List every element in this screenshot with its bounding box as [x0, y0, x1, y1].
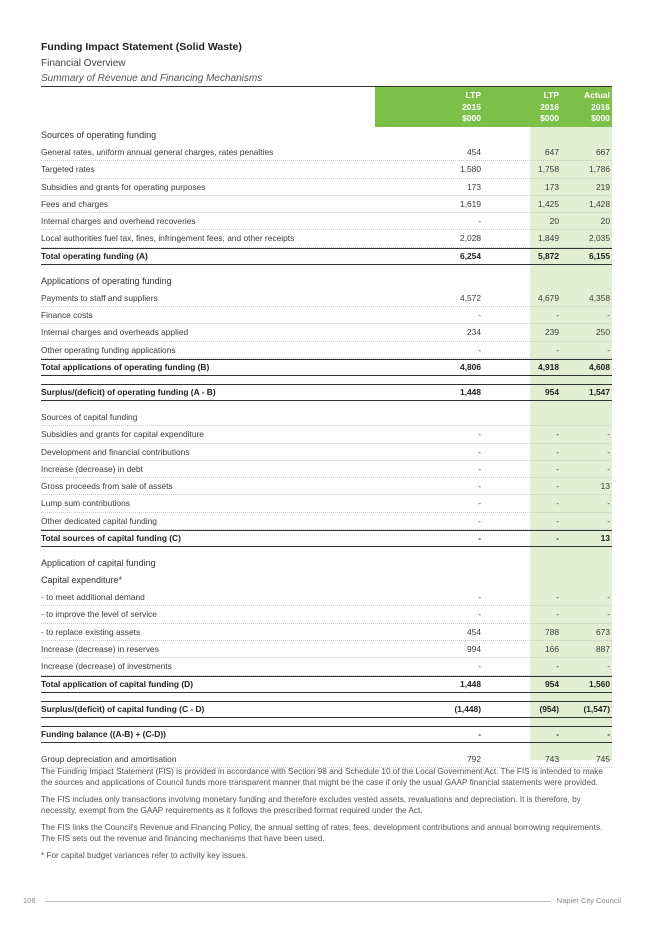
- actual-2016-value: 667: [596, 147, 610, 157]
- actual-2016-value: 20: [600, 216, 610, 227]
- actual-2016-value: -: [607, 515, 610, 526]
- row-label: Sources of capital funding: [41, 411, 138, 422]
- spacer-row: [41, 693, 612, 701]
- row-label: Internal charges and overhead recoveries: [41, 216, 196, 227]
- note-paragraph: The FIS includes only transactions involving monetary funding and therefore excludes vested assets, revaluations and depreciation. It is therefore, by necessity, exempt from the GAAP requirements as it follows the prescribed format required under the Act.: [41, 795, 581, 815]
- ltp-2016-value: -: [556, 609, 559, 620]
- row-label: Other operating funding applications: [41, 344, 176, 355]
- table-row: [41, 144, 612, 161]
- actual-2016-value: 673: [596, 626, 610, 637]
- ltp-2015-value: -: [478, 533, 481, 544]
- ltp-2016-value: -: [556, 661, 559, 672]
- ltp-2015-value: (1,448): [454, 703, 481, 714]
- row-label: - to meet additional demand: [41, 592, 145, 603]
- ltp-2015-value: -: [478, 481, 481, 492]
- ltp-2016-value: -: [556, 592, 559, 603]
- section-row: [41, 273, 612, 290]
- ltp-2016-value: 173: [545, 181, 559, 192]
- ltp-2015-value: 454: [467, 626, 481, 637]
- row-label: Funding balance ((A-B) + (C-D)): [41, 728, 166, 739]
- ltp-2015-value: -: [478, 515, 481, 526]
- actual-2016-value: 13: [600, 533, 610, 544]
- table-row: [41, 290, 612, 307]
- actual-2016-value: 1,547: [589, 386, 610, 397]
- row-label: Internal charges and overheads applied: [41, 327, 189, 338]
- ltp-2016-value: -: [556, 446, 559, 457]
- total-row: [41, 384, 612, 401]
- ltp-2016-value: 4,918: [538, 361, 559, 372]
- column-header-actual-2016: Actual 2016 $000: [584, 90, 610, 123]
- ltp-2016-value: 5,872: [538, 250, 559, 261]
- ltp-2015-value: 994: [467, 643, 481, 654]
- ltp-2015-value: 234: [467, 327, 481, 338]
- ltp-2015-value: -: [478, 216, 481, 227]
- table-row: [41, 426, 612, 443]
- row-label: Finance costs: [41, 310, 93, 321]
- footer-rule: [45, 901, 551, 902]
- ltp-2015-value: -: [478, 498, 481, 509]
- ltp-2016-value: 20: [549, 216, 559, 227]
- section-row: [41, 127, 612, 144]
- ltp-2016-value: 4,679: [538, 292, 559, 303]
- spacer-row: [41, 265, 612, 273]
- actual-2016-value: 1,560: [589, 678, 610, 689]
- ltp-2016-value: -: [556, 310, 559, 321]
- table-row: [41, 213, 612, 230]
- actual-2016-value: 219: [596, 181, 610, 192]
- ltp-2016-value: 954: [545, 678, 559, 689]
- spacer-row: [41, 743, 612, 751]
- table-row: [41, 230, 612, 247]
- ltp-2016-value: -: [556, 344, 559, 355]
- total-row: [41, 530, 612, 547]
- table-header: [41, 86, 612, 127]
- total-row: [41, 676, 612, 693]
- row-label: Total sources of capital funding (C): [41, 533, 181, 544]
- row-label: Increase (decrease) in reserves: [41, 643, 159, 654]
- row-label: Subsidies and grants for capital expenditure: [41, 429, 204, 440]
- actual-2016-value: 745: [596, 753, 610, 764]
- table-row: [41, 461, 612, 478]
- ltp-2015-value: 1,619: [460, 198, 481, 209]
- actual-2016-value: -: [607, 592, 610, 603]
- row-label: Subsidies and grants for operating purposes: [41, 181, 206, 192]
- actual-2016-value: 887: [596, 643, 610, 654]
- column-header-ltp-2015: LTP 2015 $000: [462, 90, 481, 123]
- row-label: Total application of capital funding (D): [41, 678, 193, 689]
- spacer-row: [41, 376, 612, 384]
- actual-2016-value: -: [607, 446, 610, 457]
- row-label: Increase (decrease) in debt: [41, 463, 143, 474]
- table-row: [41, 196, 612, 213]
- row-label: - to improve the level of service: [41, 609, 157, 620]
- ltp-2015-value: 6,254: [460, 250, 481, 261]
- ltp-2015-value: -: [478, 463, 481, 474]
- table-row: [41, 324, 612, 341]
- section-row: [41, 555, 612, 572]
- ltp-2016-value: 954: [545, 386, 559, 397]
- note-paragraph: The Funding Impact Statement (FIS) is provided in accordance with Section 98 and Schedule 10 of the Local Government Act. The FIS is intended to make the sources and applications of Council funds more transparent manner that might be the case if only the usual GAAP financial statements were provided.: [41, 767, 603, 787]
- section-row: [41, 572, 612, 589]
- row-label: Targeted rates: [41, 164, 95, 175]
- table-row: [41, 444, 612, 461]
- ltp-2015-value: 2,028: [460, 233, 481, 244]
- actual-2016-value: -: [607, 609, 610, 620]
- table-row: [41, 641, 612, 658]
- ltp-2016-value: 743: [545, 753, 559, 764]
- total-row: [41, 726, 612, 743]
- table-row: [41, 606, 612, 623]
- row-label: Development and financial contributions: [41, 446, 190, 457]
- table-row: [41, 658, 612, 675]
- row-label: - to replace existing assets: [41, 626, 141, 637]
- ltp-2015-value: -: [478, 592, 481, 603]
- row-label: Capital expenditure*: [41, 575, 123, 586]
- actual-2016-value: 250: [596, 327, 610, 338]
- actual-2016-value: 4,608: [589, 361, 610, 372]
- total-row: [41, 248, 612, 265]
- actual-2016-value: -: [607, 728, 610, 739]
- ltp-2016-value: 647: [545, 147, 559, 157]
- table-row: [41, 307, 612, 324]
- ltp-2016-value: 1,849: [538, 233, 559, 244]
- ltp-2015-value: -: [478, 429, 481, 440]
- ltp-2016-value: 239: [545, 327, 559, 338]
- ltp-2015-value: 454: [467, 147, 481, 157]
- table-row: [41, 589, 612, 606]
- table-row: [41, 342, 612, 359]
- actual-2016-value: 13: [600, 481, 610, 492]
- ltp-2016-value: 1,425: [538, 198, 559, 209]
- row-label: Lump sum contributions: [41, 498, 130, 509]
- page-number: 106: [23, 896, 36, 905]
- page-footer: [23, 894, 621, 908]
- ltp-2015-value: -: [478, 609, 481, 620]
- row-label: General rates, uniform annual general charges, rates penalties: [41, 147, 274, 157]
- column-header-ltp-2016: LTP 2016 $000: [540, 90, 559, 123]
- table-row: [41, 624, 612, 641]
- actual-2016-value: -: [607, 429, 610, 440]
- ltp-2016-value: -: [556, 463, 559, 474]
- ltp-2015-value: 4,572: [460, 292, 481, 303]
- ltp-2015-value: 173: [467, 181, 481, 192]
- section-heading: Summary of Revenue and Financing Mechanisms: [41, 73, 263, 84]
- ltp-2015-value: 4,806: [460, 361, 481, 372]
- spacer-row: [41, 547, 612, 555]
- actual-2016-value: 6,155: [589, 250, 610, 261]
- table-row: [41, 513, 612, 530]
- table-row: [41, 495, 612, 512]
- ltp-2016-value: -: [556, 481, 559, 492]
- spacer-row: [41, 718, 612, 726]
- actual-2016-value: 2,035: [589, 233, 610, 244]
- table-row: [41, 478, 612, 495]
- row-label: Gross proceeds from sale of assets: [41, 481, 173, 492]
- actual-2016-value: -: [607, 344, 610, 355]
- row-label: Applications of operating funding: [41, 275, 172, 286]
- actual-2016-value: -: [607, 661, 610, 672]
- ltp-2016-value: -: [556, 515, 559, 526]
- row-label: Application of capital funding: [41, 558, 156, 569]
- row-label: Surplus/(deficit) of capital funding (C - D): [41, 703, 205, 714]
- note-paragraph: * For capital budget variances refer to activity key issues.: [41, 851, 248, 860]
- row-label: Group depreciation and amortisation: [41, 753, 177, 764]
- ltp-2015-value: 792: [467, 753, 481, 764]
- row-label: Surplus/(deficit) of operating funding (A - B): [41, 386, 216, 397]
- actual-2016-value: 1,428: [589, 198, 610, 209]
- row-label: Total operating funding (A): [41, 250, 148, 261]
- ltp-2016-value: (954): [539, 703, 559, 714]
- ltp-2016-value: -: [556, 429, 559, 440]
- ltp-2016-value: -: [556, 498, 559, 509]
- actual-2016-value: 4,358: [589, 292, 610, 303]
- row-label: Local authorities fuel tax, fines, infringement fees, and other receipts: [41, 233, 295, 244]
- table-row: [41, 409, 612, 426]
- actual-2016-value: (1,547): [583, 703, 610, 714]
- ltp-2015-value: -: [478, 446, 481, 457]
- ltp-2015-value: -: [478, 344, 481, 355]
- ltp-2015-value: 1,448: [460, 386, 481, 397]
- table-row: [41, 179, 612, 196]
- row-label: Sources of operating funding: [41, 130, 157, 140]
- notes: [41, 766, 616, 867]
- organisation-name: Napier City Council: [556, 896, 621, 905]
- ltp-2016-value: -: [556, 728, 559, 739]
- ltp-2015-value: -: [478, 310, 481, 321]
- ltp-2016-value: 166: [545, 643, 559, 654]
- row-label: Increase (decrease) of investments: [41, 661, 172, 672]
- actual-2016-value: 1,786: [589, 164, 610, 175]
- row-label: Other dedicated capital funding: [41, 515, 157, 526]
- page-title: Funding Impact Statement (Solid Waste): [41, 41, 242, 53]
- ltp-2015-value: 1,580: [460, 164, 481, 175]
- spacer-row: [41, 401, 612, 409]
- ltp-2016-value: -: [556, 533, 559, 544]
- statement-page: [41, 39, 612, 768]
- ltp-2016-value: 1,758: [538, 164, 559, 175]
- actual-2016-value: -: [607, 463, 610, 474]
- ltp-2015-value: -: [478, 661, 481, 672]
- total-row: [41, 701, 612, 718]
- ltp-2016-value: 788: [545, 626, 559, 637]
- row-label: Fees and charges: [41, 198, 109, 209]
- actual-2016-value: -: [607, 310, 610, 321]
- ltp-2015-value: 1,448: [460, 678, 481, 689]
- row-label: Total applications of operating funding (B): [41, 361, 210, 372]
- actual-2016-value: -: [607, 498, 610, 509]
- table-row: [41, 161, 612, 178]
- funding-table: [41, 86, 612, 768]
- note-paragraph: The FIS links the Council's Revenue and Financing Policy, the annual setting of rates, fees, development contributions and annual borrowing requirements. The FIS sets out the revenue and financing mechanisms that have been used.: [41, 823, 603, 843]
- page-subtitle: Financial Overview: [41, 58, 126, 69]
- ltp-2015-value: -: [478, 728, 481, 739]
- table-body: [41, 127, 612, 768]
- row-label: Payments to staff and suppliers: [41, 292, 158, 303]
- total-row: [41, 359, 612, 376]
